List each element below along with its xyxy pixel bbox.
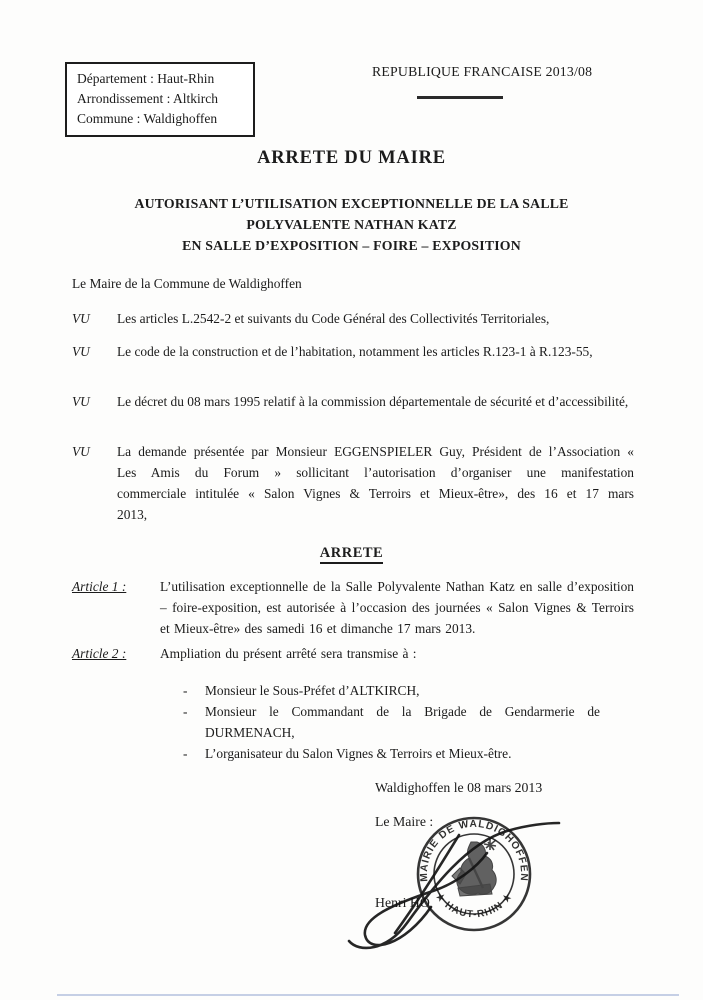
list-item [183,680,634,701]
arrete-heading-text: ARRETE [320,545,383,564]
article-2-intro: Ampliation du présent arrêté sera transmise à : [160,646,417,661]
municipal-stamp-icon [414,814,534,934]
vu-item [72,391,634,412]
republique-heading: REPUBLIQUE FRANCAISE 2013/08 [372,64,593,79]
scan-artifact-line [57,994,679,996]
commune-line: Commune : Waldighoffen [77,111,218,126]
stamp-top-text: MAIRIE DE WALDIGHOFFEN [418,818,530,883]
stamp-bottom-text: ★ HAUT-RHIN ★ [432,890,516,921]
article-2 [72,643,634,764]
vu-item [72,441,634,525]
article-1 [72,576,634,639]
list-item-text: L’organisateur du Salon Vignes & Terroirs et Mieux-être. [205,746,512,761]
list-item [183,701,634,743]
arrete-section-heading [0,545,703,562]
intro-line: Le Maire de la Commune de Waldighoffen [72,276,302,291]
vu-text: Le code de la construction et de l’habitation, notamment les articles R.123-1 à R.123-55, [117,344,593,359]
vu-text: Les articles L.2542-2 et suivants du Code Général des Collectivités Territoriales, [117,311,550,326]
stamp-emblem [452,838,496,896]
document-subtitle [70,193,633,256]
vu-label: VU [72,394,90,409]
vu-text: Le décret du 08 mars 1995 relatif à la commission départementale de sécurité et d’accessibilité, [117,394,629,409]
subtitle-line-2: POLYVALENTE NATHAN KATZ [246,217,457,232]
list-item [183,743,634,764]
department-info-box [65,62,255,137]
vu-item [72,341,634,362]
vu-text: La demande présentée par Monsieur EGGENSPIELER Guy, Président de l’Association « Les Amis du Forum » sollicitant l’autorisation d’organiser une manifestation commerciale intitulée « Salon Vignes & Terroirs et Mieux-être», des 16 et 17 mars 2013, [117,444,634,522]
vu-label: VU [72,344,90,359]
article-2-body [160,643,634,764]
recipient-list [160,680,634,764]
subtitle-line-1: AUTORISANT L’UTILISATION EXCEPTIONNELLE DE LA SALLE [134,196,569,211]
vu-label: VU [72,311,90,326]
arrondissement-line: Arrondissement : Altkirch [77,91,218,106]
bullet-dash: - [183,704,188,719]
article-2-label: Article 2 : [72,646,127,661]
subtitle-line-3: EN SALLE D’EXPOSITION – FOIRE – EXPOSITION [182,238,521,253]
bullet-dash: - [183,746,188,761]
bullet-dash: - [183,683,188,698]
article-1-label: Article 1 : [72,579,127,594]
place-and-date: Waldighoffen le 08 mars 2013 [375,780,543,795]
article-1-text: L’utilisation exceptionnelle de la Salle Polyvalente Nathan Katz en salle d’exposition – foire-exposition, est autorisée à l’occasion des journées « Salon Vignes & Terroirs et Mieux-être» des samedi 16 et dimanche 17 mars 2013. [160,579,634,636]
signatory-role: Le Maire : [375,814,434,829]
vu-item [72,308,634,329]
list-item-text: Monsieur le Commandant de la Brigade de Gendarmerie de DURMENACH, [205,704,600,740]
document-title: ARRETE DU MAIRE [257,148,446,168]
signatory-name: Henri HO [375,895,430,910]
list-item-text: Monsieur le Sous-Préfet d’ALTKIRCH, [205,683,420,698]
department-line: Département : Haut-Rhin [77,71,215,86]
republique-underline [417,96,503,99]
vu-label: VU [72,444,90,459]
